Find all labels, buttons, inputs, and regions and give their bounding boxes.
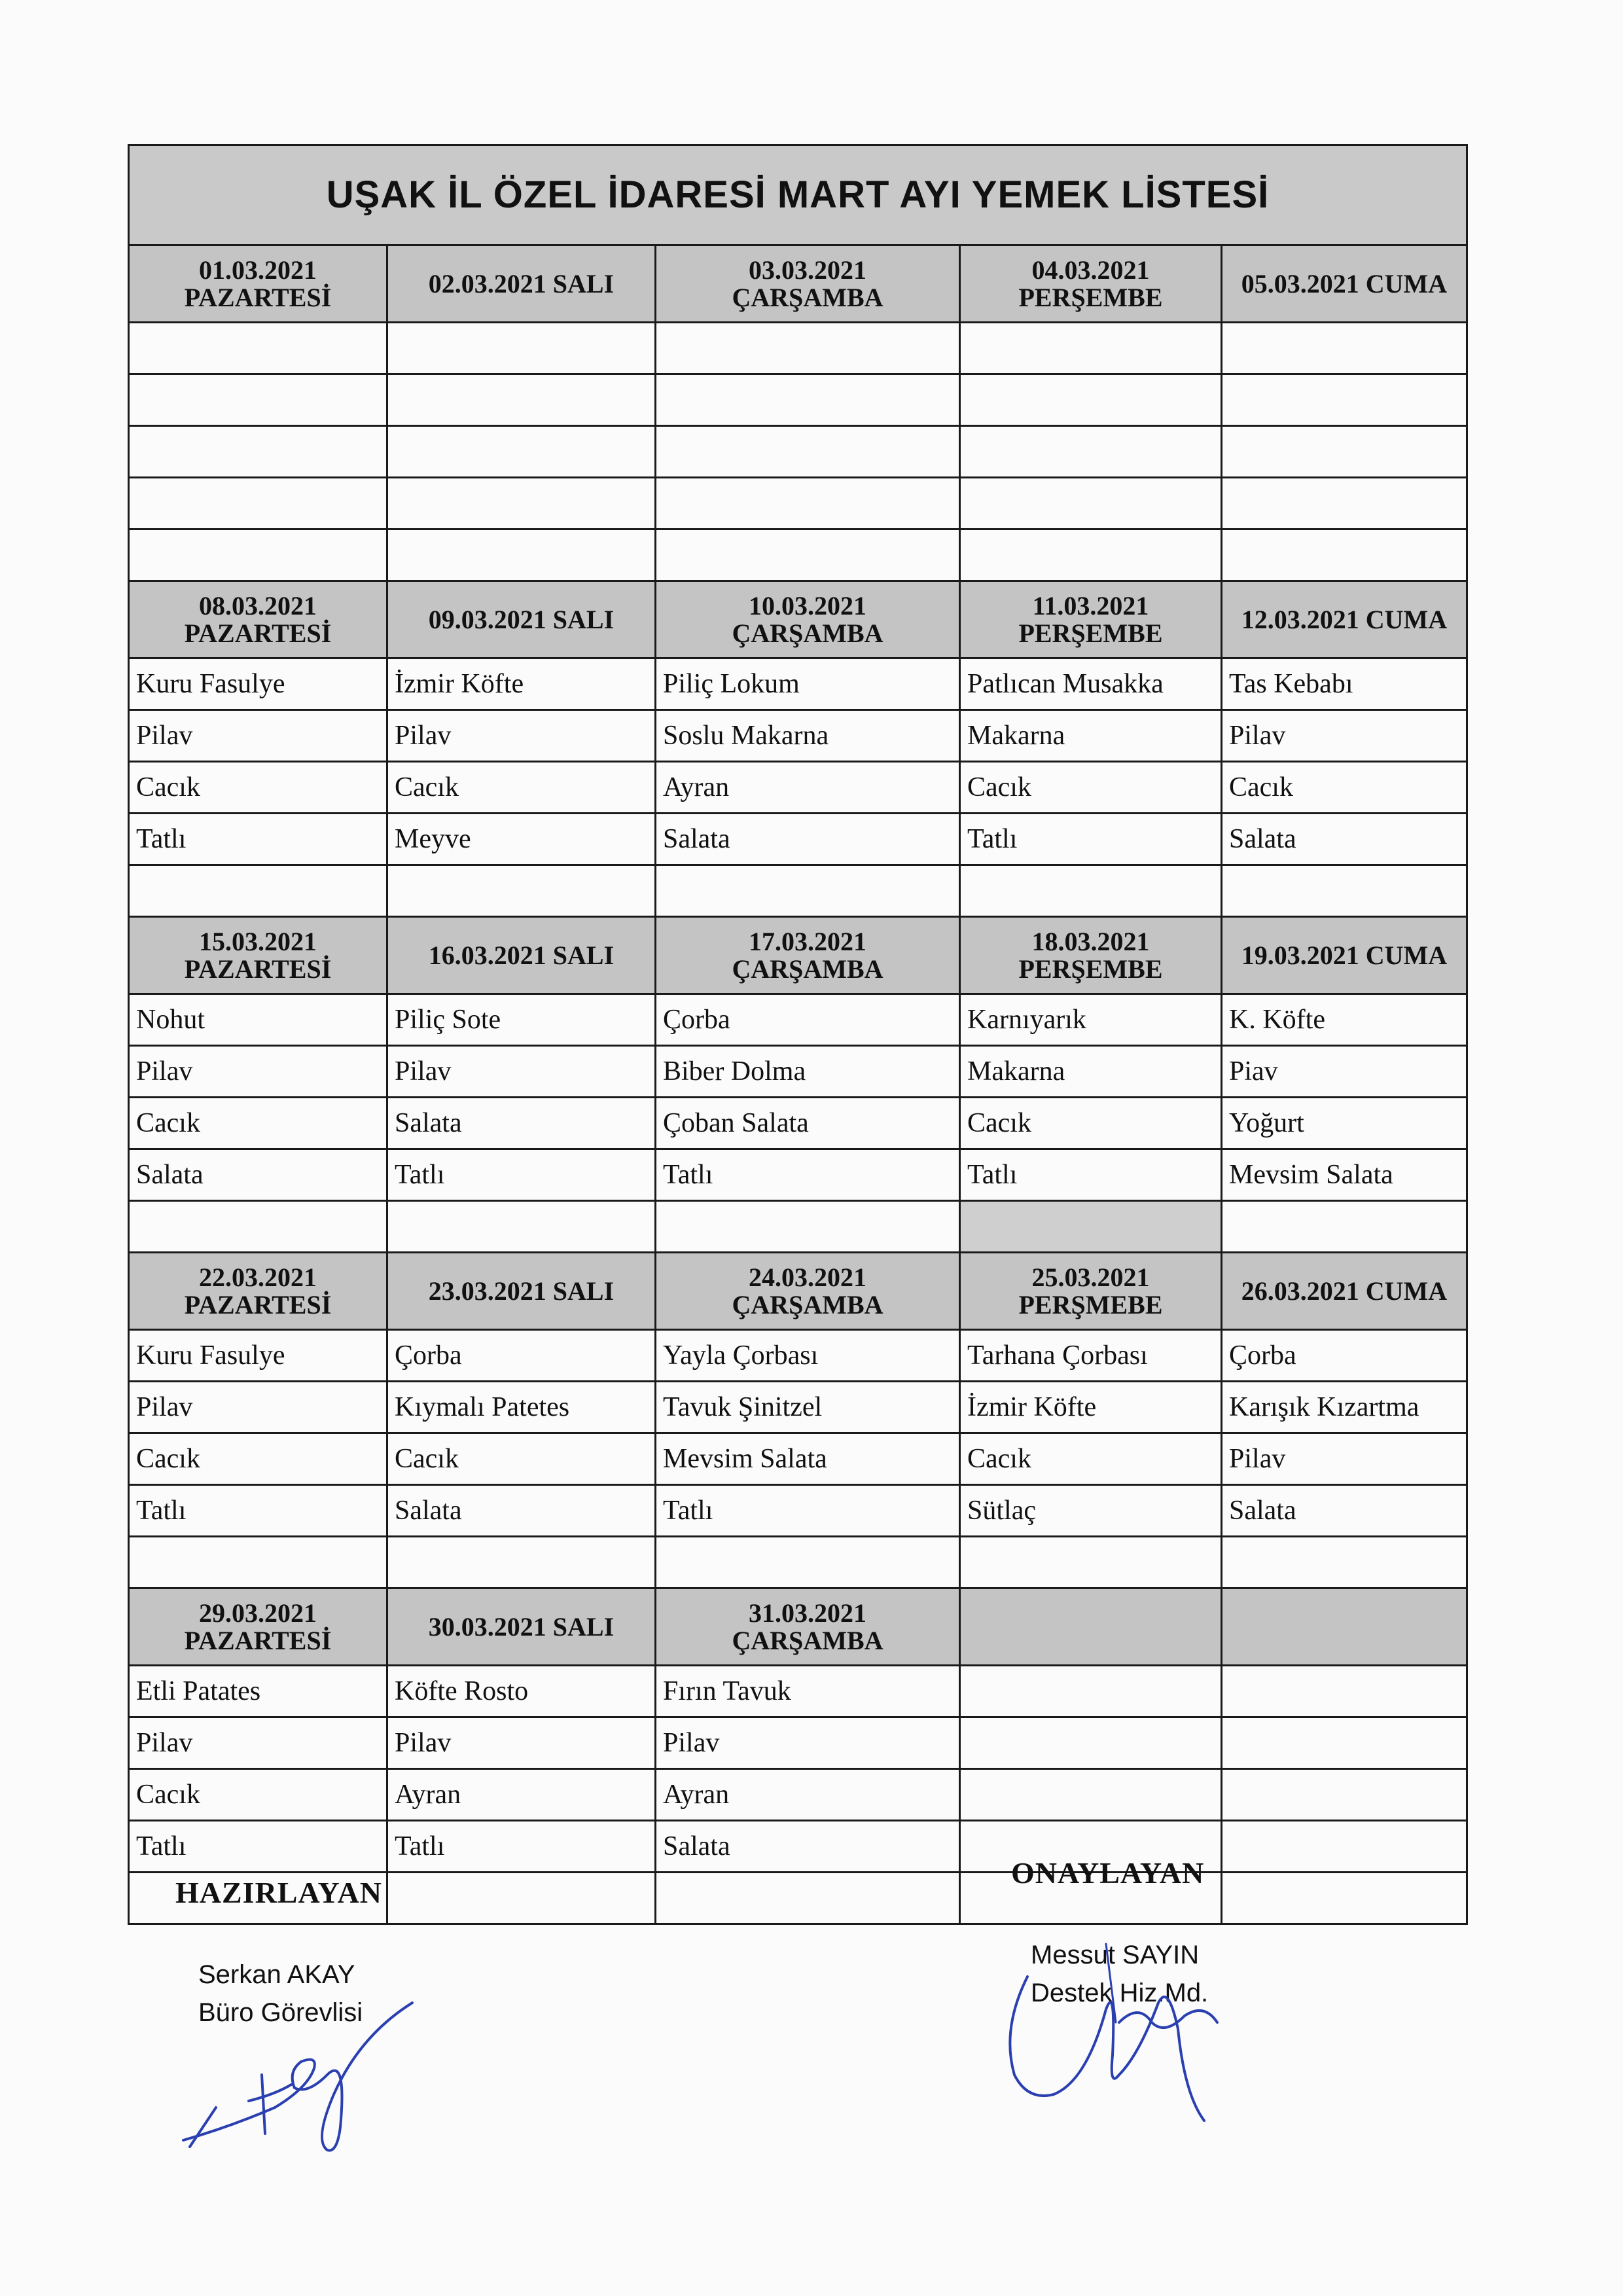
day-name: ÇARŞAMBA [732,954,883,984]
menu-item: Mevsim Salata [1222,1149,1467,1201]
approved-by-name: Messut SAYIN [1031,1941,1200,1969]
menu-item [1222,1821,1467,1873]
menu-item: Soslu Makarna [656,710,960,762]
day-header [129,245,387,323]
menu-row [129,1382,1467,1433]
approved-signature-scribble [988,1924,1263,2127]
day-date: 01.03.2021 [199,255,317,285]
spacer-cell [1222,1873,1467,1924]
menu-item: Cacık [1222,762,1467,814]
day-header [387,581,656,658]
menu-item: Çoban Salata [656,1098,960,1149]
menu-item: Ayran [656,762,960,814]
spacer-row [129,1201,1467,1253]
approved-by-title: ONAYLAYAN [1011,1856,1205,1890]
menu-item: Cacık [960,762,1222,814]
menu-item: Çorba [387,1330,656,1382]
menu-item: Mevsim Salata [656,1433,960,1485]
menu-table [128,144,1468,1925]
day-header [656,917,960,994]
menu-item: Salata [656,1821,960,1873]
menu-row [129,1433,1467,1485]
menu-item: Pilav [129,1382,387,1433]
day-date: 05.03.2021 CUMA [1241,268,1448,298]
spacer-cell [1222,1537,1467,1588]
menu-item [960,478,1222,529]
spacer-cell [387,529,656,581]
menu-item: Pilav [1222,1433,1467,1485]
menu-row [129,1485,1467,1537]
menu-item [387,478,656,529]
menu-item: Piliç Sote [387,994,656,1046]
menu-item: Kuru Fasulye [129,1330,387,1382]
menu-row [129,1666,1467,1717]
menu-item: Makarna [960,1046,1222,1098]
menu-item [1222,1769,1467,1821]
menu-item: Sütlaç [960,1485,1222,1537]
day-date: 17.03.2021 [749,926,866,956]
menu-item: Piliç Lokum [656,658,960,710]
menu-item: Salata [656,814,960,865]
menu-item: İzmir Köfte [387,658,656,710]
menu-item [960,426,1222,478]
day-date: 04.03.2021 [1031,255,1150,285]
menu-item: Pilav [129,710,387,762]
day-date: 08.03.2021 [199,590,317,620]
prepared-signature-scribble [177,1996,452,2160]
day-date: 31.03.2021 [749,1598,866,1628]
menu-item: Cacık [129,1098,387,1149]
menu-item: Karışık Kızartma [1222,1382,1467,1433]
day-date: 16.03.2021 SALI [428,940,615,970]
day-date: 03.03.2021 [749,255,866,285]
menu-row [129,710,1467,762]
menu-row [129,1098,1467,1149]
prepared-by-role: Büro Görevlisi [198,1998,363,2027]
menu-item [1222,374,1467,426]
day-date: 12.03.2021 CUMA [1241,604,1448,634]
day-header [960,1588,1222,1666]
day-header [387,1588,656,1666]
day-name: ÇARŞAMBA [732,618,883,648]
menu-row [129,1769,1467,1821]
day-header [960,917,1222,994]
menu-item [1222,1717,1467,1769]
menu-item: Pilav [387,710,656,762]
menu-item: Çorba [656,994,960,1046]
week-header-row [129,1253,1467,1330]
menu-item: Pilav [387,1717,656,1769]
menu-item [129,426,387,478]
menu-row [129,994,1467,1046]
page-title: UŞAK İL ÖZEL İDARESİ MART AYI YEMEK LİSTESİ [129,145,1467,245]
menu-item: Etli Patates [129,1666,387,1717]
menu-item: Yoğurt [1222,1098,1467,1149]
day-name: PERŞEMBE [1018,954,1163,984]
day-header [960,581,1222,658]
menu-item [387,323,656,374]
menu-item: Tatlı [129,814,387,865]
menu-item [656,374,960,426]
prepared-by-name: Serkan AKAY [198,1960,355,1989]
menu-item [656,478,960,529]
menu-item: Salata [387,1098,656,1149]
day-header [387,1253,656,1330]
menu-item: Cacık [387,762,656,814]
menu-item [1222,1666,1467,1717]
day-header [1222,1588,1467,1666]
spacer-cell [656,1201,960,1253]
menu-item: Nohut [129,994,387,1046]
menu-row [129,374,1467,426]
week-header-row [129,581,1467,658]
day-header [1222,245,1467,323]
menu-item: Cacık [129,762,387,814]
menu-item: Tatlı [656,1149,960,1201]
day-name: PERŞEMBE [1018,618,1163,648]
menu-row [129,658,1467,710]
spacer-cell [387,1537,656,1588]
menu-item: Cacık [960,1433,1222,1485]
menu-item [960,1769,1222,1821]
day-date: 18.03.2021 [1031,926,1150,956]
day-name: PAZARTESİ [184,282,332,312]
menu-item: Meyve [387,814,656,865]
menu-item: Salata [129,1149,387,1201]
day-date: 29.03.2021 [199,1598,317,1628]
day-header [129,1253,387,1330]
day-header [387,917,656,994]
menu-item: Cacık [129,1433,387,1485]
spacer-cell [656,1873,960,1924]
prepared-by-title: HAZIRLAYAN [175,1876,382,1909]
menu-item [656,323,960,374]
spacer-cell [960,865,1222,917]
menu-item: Cacık [129,1769,387,1821]
day-header [129,1588,387,1666]
day-header [960,1253,1222,1330]
spacer-cell [1222,1201,1467,1253]
menu-item: Ayran [656,1769,960,1821]
spacer-cell [129,865,387,917]
menu-item: Tatlı [960,1149,1222,1201]
menu-item: Tatlı [960,814,1222,865]
day-header [1222,581,1467,658]
day-header [960,245,1222,323]
day-header [656,581,960,658]
spacer-cell [656,529,960,581]
menu-item: Pilav [656,1717,960,1769]
menu-row [129,1717,1467,1769]
menu-item: İzmir Köfte [960,1382,1222,1433]
day-header [129,581,387,658]
menu-item: Pilav [1222,710,1467,762]
day-name: PAZARTESİ [184,1289,332,1319]
menu-item: Tatlı [387,1821,656,1873]
menu-item: Tatlı [129,1485,387,1537]
menu-item [960,374,1222,426]
day-header [656,1588,960,1666]
menu-row [129,1330,1467,1382]
day-date: 23.03.2021 SALI [428,1276,615,1306]
menu-item: Pilav [129,1717,387,1769]
menu-row [129,1821,1467,1873]
menu-item [387,374,656,426]
menu-row [129,1046,1467,1098]
menu-item: Tatlı [656,1485,960,1537]
menu-item: Fırın Tavuk [656,1666,960,1717]
day-name: PERŞMEBE [1018,1289,1163,1319]
menu-item: Biber Dolma [656,1046,960,1098]
menu-item: Çorba [1222,1330,1467,1382]
menu-item [960,323,1222,374]
menu-item [129,374,387,426]
menu-item: Kuru Fasulye [129,658,387,710]
day-header [129,917,387,994]
spacer-row [129,1537,1467,1588]
spacer-cell [656,1537,960,1588]
day-date: 09.03.2021 SALI [428,604,615,634]
spacer-cell [129,1201,387,1253]
menu-item: Tatlı [129,1821,387,1873]
menu-item [387,426,656,478]
menu-item: Cacık [387,1433,656,1485]
menu-item [129,323,387,374]
spacer-cell [387,1873,656,1924]
menu-row [129,762,1467,814]
day-date: 10.03.2021 [749,590,866,620]
spacer-row [129,865,1467,917]
menu-row [129,1149,1467,1201]
day-name: PAZARTESİ [184,618,332,648]
day-header [1222,1253,1467,1330]
day-date: 25.03.2021 [1031,1262,1150,1292]
day-header [656,1253,960,1330]
day-date: 15.03.2021 [199,926,317,956]
menu-item: Köfte Rosto [387,1666,656,1717]
menu-item: Yayla Çorbası [656,1330,960,1382]
menu-item: Patlıcan Musakka [960,658,1222,710]
day-date: 19.03.2021 CUMA [1241,940,1448,970]
spacer-cell [960,529,1222,581]
spacer-cell [129,529,387,581]
menu-item [960,1666,1222,1717]
menu-item [129,478,387,529]
spacer-cell [1222,529,1467,581]
day-name: ÇARŞAMBA [732,1289,883,1319]
menu-item: Tavuk Şinitzel [656,1382,960,1433]
spacer-row [129,529,1467,581]
day-name: PAZARTESİ [184,1625,332,1655]
spacer-cell [1222,865,1467,917]
approved-by-role: Destek Hiz.Md. [1031,1979,1209,2007]
menu-item: Salata [1222,1485,1467,1537]
day-header [387,245,656,323]
menu-row [129,814,1467,865]
menu-item: Kıymalı Patetes [387,1382,656,1433]
spacer-cell [387,865,656,917]
menu-item: Salata [1222,814,1467,865]
menu-item [1222,323,1467,374]
menu-row [129,323,1467,374]
menu-item: Tatlı [387,1149,656,1201]
menu-item: K. Köfte [1222,994,1467,1046]
menu-item [1222,426,1467,478]
spacer-cell [960,1537,1222,1588]
menu-item: Salata [387,1485,656,1537]
week-header-row [129,917,1467,994]
menu-item: Tas Kebabı [1222,658,1467,710]
day-name: PERŞEMBE [1018,282,1163,312]
menu-item: Pilav [129,1046,387,1098]
menu-item: Ayran [387,1769,656,1821]
day-date: 11.03.2021 [1032,590,1149,620]
day-name: ÇARŞAMBA [732,1625,883,1655]
spacer-cell [960,1201,1222,1253]
menu-item [960,1717,1222,1769]
menu-row [129,426,1467,478]
menu-row [129,478,1467,529]
menu-item: Cacık [960,1098,1222,1149]
menu-item [1222,478,1467,529]
day-header [1222,917,1467,994]
spacer-cell [387,1201,656,1253]
menu-item: Makarna [960,710,1222,762]
day-name: ÇARŞAMBA [732,282,883,312]
day-header [656,245,960,323]
menu-item: Tarhana Çorbası [960,1330,1222,1382]
menu-item [656,426,960,478]
week-header-row [129,1588,1467,1666]
spacer-cell [656,865,960,917]
day-date: 26.03.2021 CUMA [1241,1276,1448,1306]
day-date: 02.03.2021 SALI [428,268,615,298]
menu-item: Pilav [387,1046,656,1098]
day-date: 24.03.2021 [749,1262,866,1292]
menu-item: Karnıyarık [960,994,1222,1046]
spacer-cell [129,1537,387,1588]
day-date: 22.03.2021 [199,1262,317,1292]
day-name: PAZARTESİ [184,954,332,984]
week-header-row [129,245,1467,323]
menu-item: Piav [1222,1046,1467,1098]
day-date: 30.03.2021 SALI [428,1611,615,1641]
